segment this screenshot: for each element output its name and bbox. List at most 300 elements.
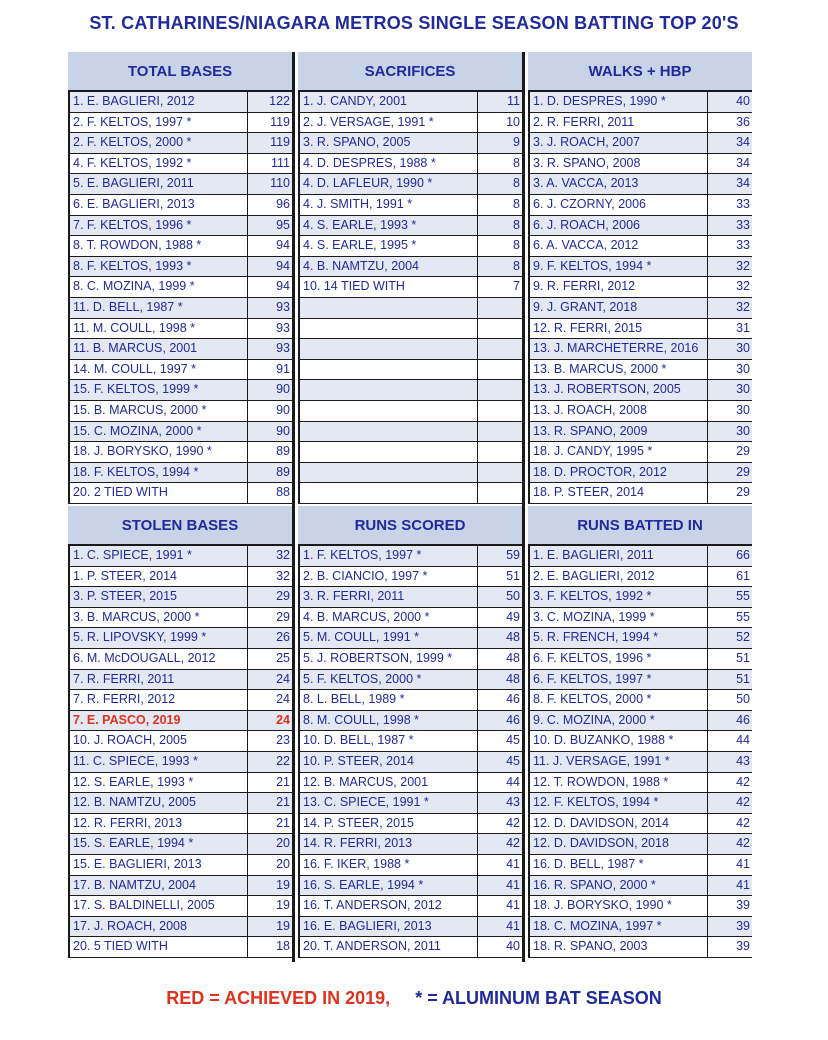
player-name: 3. J. ROACH, 2007 [533,135,640,150]
panel-rows [528,92,752,504]
stat-value: 42 [707,773,752,793]
table-row [300,380,522,401]
table-row [300,628,522,649]
stat-value: 11 [477,92,522,112]
stat-value: 29 [247,608,292,628]
table-row [530,257,752,278]
player-name [300,380,477,400]
stat-value: 24 [247,690,292,710]
table-row [300,113,522,134]
stat-value: 61 [707,567,752,587]
table-row [300,773,522,794]
player-name: 18. C. MOZINA, 1997 * [533,918,662,933]
player-name: 8. L. BELL, 1989 * [303,692,405,707]
stat-value: 94 [247,236,292,256]
table-row [530,422,752,443]
stat-value: 93 [247,319,292,339]
table-row [70,690,292,711]
table-row [530,567,752,588]
table-row [70,587,292,608]
player-name: 10. P. STEER, 2014 [303,753,414,768]
stat-value: 119 [247,133,292,153]
table-row [70,360,292,381]
stat-value: 94 [247,257,292,277]
table-row [530,628,752,649]
stat-value: 7 [477,277,522,297]
table-row [530,587,752,608]
player-name: 12. S. EARLE, 1993 * [73,774,194,789]
stat-value: 42 [707,834,752,854]
stat-value: 33 [707,195,752,215]
table-row [300,195,522,216]
player-name: 9. J. GRANT, 2018 [533,299,638,314]
table-row [70,855,292,876]
table-row [530,483,752,504]
stat-value: 41 [477,917,522,937]
player-name: 3. F. KELTOS, 1992 * [533,589,652,604]
player-name [300,401,477,421]
legend [0,988,828,1009]
player-name: 17. B. NAMTZU, 2004 [73,877,196,892]
table-row [530,113,752,134]
player-name: 1. P. STEER, 2014 [73,568,177,583]
table-row [300,422,522,443]
stat-value: 21 [247,814,292,834]
player-name: 6. F. KELTOS, 1996 * [533,650,652,665]
table-row [530,133,752,154]
table-row [70,463,292,484]
player-name: 5. R. LIPOVSKY, 1999 * [73,630,207,645]
stat-value: 90 [247,422,292,442]
table-row [70,154,292,175]
stat-value: 44 [477,773,522,793]
player-name: 4. S. EARLE, 1993 * [303,217,417,232]
stat-value [477,401,522,421]
table-row [70,711,292,732]
stat-value: 93 [247,339,292,359]
table-row [70,174,292,195]
stat-value: 46 [707,711,752,731]
player-name: 15. B. MARCUS, 2000 * [73,402,207,417]
table-row [300,401,522,422]
table-row [300,319,522,340]
stat-value: 23 [247,731,292,751]
player-name: 12. B. MARCUS, 2001 [303,774,429,789]
stat-value [477,463,522,483]
player-name: 4. B. MARCUS, 2000 * [303,609,430,624]
stat-value [477,298,522,318]
stat-value: 48 [477,649,522,669]
player-name: 18. J. BORYSKO, 1990 * [73,444,212,459]
table-row [530,319,752,340]
table-row [300,546,522,567]
player-name: 13. C. SPIECE, 1991 * [303,795,429,810]
table-row [530,546,752,567]
stat-value: 51 [707,670,752,690]
table-row [530,670,752,691]
panel-runs-scored [298,506,522,958]
table-row [70,92,292,113]
stat-value: 8 [477,257,522,277]
table-row [300,711,522,732]
stat-value: 48 [477,670,522,690]
player-name: 2. F. KELTOS, 1997 * [73,114,192,129]
stat-value: 91 [247,360,292,380]
stat-value: 43 [477,793,522,813]
player-name: 4. S. EARLE, 1995 * [303,238,417,253]
player-name: 1. C. SPIECE, 1991 * [73,548,192,562]
table-row [530,216,752,237]
table-row [530,896,752,917]
table-row [300,257,522,278]
panel-walks-hbp [528,52,752,504]
table-row [530,731,752,752]
stat-value: 45 [477,731,522,751]
table-row [70,422,292,443]
player-name: 14. R. FERRI, 2013 [303,836,413,851]
stat-value: 8 [477,154,522,174]
player-name: 5. R. FRENCH, 1994 * [533,630,659,645]
stat-value: 22 [247,752,292,772]
stat-value: 59 [477,546,522,566]
player-name: 12. T. ROWDON, 1988 * [533,774,669,789]
player-name: 2. B. CIANCIO, 1997 * [303,568,428,583]
panel-rows [68,92,292,504]
stat-value: 88 [247,483,292,503]
player-name: 8. M. COULL, 1998 * [303,712,420,727]
table-row [300,855,522,876]
player-name: 8. F. KELTOS, 2000 * [533,692,652,707]
player-name: 1. J. CANDY, 2001 [303,94,407,108]
player-name: 7. E. PASCO, 2019 [73,712,181,727]
player-name: 9. F. KELTOS, 1994 * [533,258,652,273]
table-row [70,236,292,257]
stat-value [477,442,522,462]
panel-total-bases [68,52,292,504]
table-row [70,834,292,855]
stat-value: 42 [707,793,752,813]
player-name: 15. F. KELTOS, 1999 * [73,382,199,397]
stat-value: 29 [707,483,752,503]
stat-value: 49 [477,608,522,628]
stat-value: 41 [477,855,522,875]
table-row [70,628,292,649]
stat-value: 90 [247,401,292,421]
legend-red-note: RED = ACHIEVED IN 2019, [166,988,391,1008]
player-name: 1. F. KELTOS, 1997 * [303,548,422,562]
stat-value: 19 [247,876,292,896]
player-name: 5. E. BAGLIERI, 2011 [73,176,194,191]
player-name: 6. E. BAGLIERI, 2013 [73,196,195,211]
table-row [300,236,522,257]
player-name: 3. A. VACCA, 2013 [533,176,639,191]
player-name: 12. F. KELTOS, 1994 * [533,795,659,810]
stat-value: 25 [247,649,292,669]
stat-value: 36 [707,113,752,133]
table-row [70,298,292,319]
player-name: 16. T. ANDERSON, 2012 [303,898,442,913]
player-name: 4. B. NAMTZU, 2004 [303,258,420,273]
panel-runs-batted-in [528,506,752,958]
table-row [530,649,752,670]
table-row [70,793,292,814]
stat-value: 10 [477,113,522,133]
table-row [300,917,522,938]
table-row [70,917,292,938]
stat-value: 39 [707,917,752,937]
stat-value [477,483,522,503]
player-name [300,442,477,462]
stat-value: 8 [477,236,522,256]
table-row [300,793,522,814]
player-name: 16. F. IKER, 1988 * [303,856,410,871]
player-name: 10. J. ROACH, 2005 [73,733,187,748]
stat-value: 40 [477,937,522,957]
stat-value: 46 [477,711,522,731]
player-name: 2. E. BAGLIERI, 2012 [533,568,655,583]
table-row [530,380,752,401]
player-name: 15. C. MOZINA, 2000 * [73,423,202,438]
player-name: 12. R. FERRI, 2013 [73,815,183,830]
player-name: 9. C. MOZINA, 2000 * [533,712,655,727]
table-row [70,731,292,752]
player-name: 17. J. ROACH, 2008 [73,918,187,933]
table-row [530,834,752,855]
stat-value: 8 [477,195,522,215]
stat-value: 96 [247,195,292,215]
panel-stolen-bases [68,506,292,958]
player-name: 13. B. MARCUS, 2000 * [533,361,667,376]
page-title: ST. CATHARINES/NIAGARA METROS SINGLE SEASON BATTING TOP 20'S [89,13,739,33]
stat-value: 9 [477,133,522,153]
stat-value: 93 [247,298,292,318]
player-name [300,483,477,503]
stat-value: 55 [707,587,752,607]
stat-value [477,339,522,359]
stat-value [477,422,522,442]
player-name [300,463,477,483]
player-name: 1. D. DESPRES, 1990 * [533,94,666,108]
player-name: 3. R. SPANO, 2005 [303,135,411,150]
table-row [70,876,292,897]
table-row [530,937,752,958]
table-row [70,277,292,298]
table-row [70,483,292,504]
player-name: 2. R. FERRI, 2011 [533,114,635,129]
stat-value: 45 [477,752,522,772]
stat-value: 51 [707,649,752,669]
table-row [70,670,292,691]
player-name: 9. R. FERRI, 2012 [533,279,636,294]
table-row [300,937,522,958]
table-row [300,154,522,175]
player-name: 3. B. MARCUS, 2000 * [73,609,200,624]
stat-value: 52 [707,628,752,648]
table-row [530,917,752,938]
player-name: 2. F. KELTOS, 2000 * [73,135,192,150]
table-row [300,731,522,752]
player-name: 1. E. BAGLIERI, 2012 [73,94,195,108]
stat-value [477,380,522,400]
player-name: 18. P. STEER, 2014 [533,485,644,500]
player-name: 8. C. MOZINA, 1999 * [73,279,195,294]
stat-value: 41 [477,896,522,916]
stat-value: 41 [707,876,752,896]
table-row [530,401,752,422]
stat-value: 94 [247,277,292,297]
panel-rows [68,546,292,958]
panel-rows [298,546,522,958]
table-row [300,587,522,608]
table-row [530,277,752,298]
stat-value: 30 [707,401,752,421]
player-name: 14. P. STEER, 2015 [303,815,414,830]
player-name: 18. J. CANDY, 1995 * [533,444,653,459]
table-row [530,752,752,773]
table-row [530,814,752,835]
stat-value: 34 [707,154,752,174]
stat-value: 34 [707,174,752,194]
table-row [70,319,292,340]
player-name: 15. S. EARLE, 1994 * [73,836,194,851]
table-row [530,195,752,216]
player-name: 12. D. DAVIDSON, 2014 [533,815,669,830]
stat-value: 89 [247,442,292,462]
player-name: 3. R. FERRI, 2011 [303,589,405,604]
table-row [530,339,752,360]
player-name: 11. B. MARCUS, 2001 [73,341,198,356]
table-row [300,567,522,588]
player-name [300,360,477,380]
player-name: 16. R. SPANO, 2000 * [533,877,656,892]
player-name: 20. 2 TIED WITH [73,485,168,500]
stat-value: 39 [707,896,752,916]
stat-value: 29 [247,587,292,607]
player-name: 3. R. SPANO, 2008 [533,155,641,170]
table-row [300,216,522,237]
table-row [70,937,292,958]
player-name: 3. P. STEER, 2015 [73,589,177,604]
panel-header: RUNS BATTED IN [528,506,752,546]
table-row [530,608,752,629]
stat-value: 110 [247,174,292,194]
table-row [70,133,292,154]
player-name: 10. D. BELL, 1987 * [303,733,414,748]
stat-value: 46 [477,690,522,710]
stat-value: 55 [707,608,752,628]
stat-value: 95 [247,216,292,236]
player-name: 15. E. BAGLIERI, 2013 [73,856,202,871]
player-name [300,298,477,318]
panel-sacrifices [298,52,522,504]
player-name: 7. R. FERRI, 2012 [73,692,176,707]
stat-value: 8 [477,174,522,194]
table-row [530,855,752,876]
stat-value: 40 [707,92,752,112]
stat-value: 33 [707,236,752,256]
player-name: 16. D. BELL, 1987 * [533,856,644,871]
player-name: 4. J. SMITH, 1991 * [303,196,413,211]
player-name [300,339,477,359]
player-name: 11. C. SPIECE, 1993 * [73,753,198,768]
stat-value: 29 [707,442,752,462]
stat-value: 30 [707,339,752,359]
stat-value: 30 [707,422,752,442]
player-name: 12. D. DAVIDSON, 2018 [533,836,669,851]
table-row [70,380,292,401]
table-row [70,546,292,567]
table-row [300,670,522,691]
stat-value: 19 [247,917,292,937]
player-name: 7. F. KELTOS, 1996 * [73,217,192,232]
table-row [300,690,522,711]
table-row [70,773,292,794]
table-row [300,298,522,319]
table-row [300,133,522,154]
stat-value: 8 [477,216,522,236]
table-row [530,298,752,319]
player-name: 13. J. ROBERTSON, 2005 [533,382,681,397]
player-name: 4. F. KELTOS, 1992 * [73,155,192,170]
table-row [300,876,522,897]
stat-value: 24 [247,711,292,731]
table-row [530,690,752,711]
player-name: 5. F. KELTOS, 2000 * [303,671,422,686]
table-row [70,442,292,463]
panel-header: SACRIFICES [298,52,522,92]
panel-header: STOLEN BASES [68,506,292,546]
player-name: 1. E. BAGLIERI, 2011 [533,548,654,562]
player-name: 20. T. ANDERSON, 2011 [303,939,441,954]
panel-header: WALKS + HBP [528,52,752,92]
stat-value: 42 [477,814,522,834]
player-name: 18. J. BORYSKO, 1990 * [533,898,672,913]
player-name: 10. 14 TIED WITH [303,279,405,294]
table-row [300,360,522,381]
stat-value: 32 [247,546,292,566]
stat-value: 21 [247,773,292,793]
player-name: 18. D. PROCTOR, 2012 [533,464,667,479]
player-name: 11. M. COULL, 1998 * [73,320,196,335]
table-row [530,876,752,897]
panel-header: TOTAL BASES [68,52,292,92]
stat-value: 89 [247,463,292,483]
player-name: 12. R. FERRI, 2015 [533,320,643,335]
player-name: 13. R. SPANO, 2009 [533,423,648,438]
stat-value: 30 [707,380,752,400]
stat-value: 43 [707,752,752,772]
stat-value: 34 [707,133,752,153]
table-row [300,174,522,195]
table-row [300,442,522,463]
table-row [70,216,292,237]
stat-value: 19 [247,896,292,916]
table-row [70,257,292,278]
stat-value: 24 [247,670,292,690]
player-name: 18. R. SPANO, 2003 [533,939,648,954]
legend-star-note: * = ALUMINUM BAT SEASON [415,988,662,1008]
player-name: 5. M. COULL, 1991 * [303,630,420,645]
player-name: 16. S. EARLE, 1994 * [303,877,424,892]
column-divider [292,52,295,962]
table-row [300,814,522,835]
player-name: 20. 5 TIED WITH [73,939,168,954]
player-name: 18. F. KELTOS, 1994 * [73,464,199,479]
table-row [70,339,292,360]
stat-value: 20 [247,855,292,875]
stat-value: 42 [477,834,522,854]
stat-value: 33 [707,216,752,236]
